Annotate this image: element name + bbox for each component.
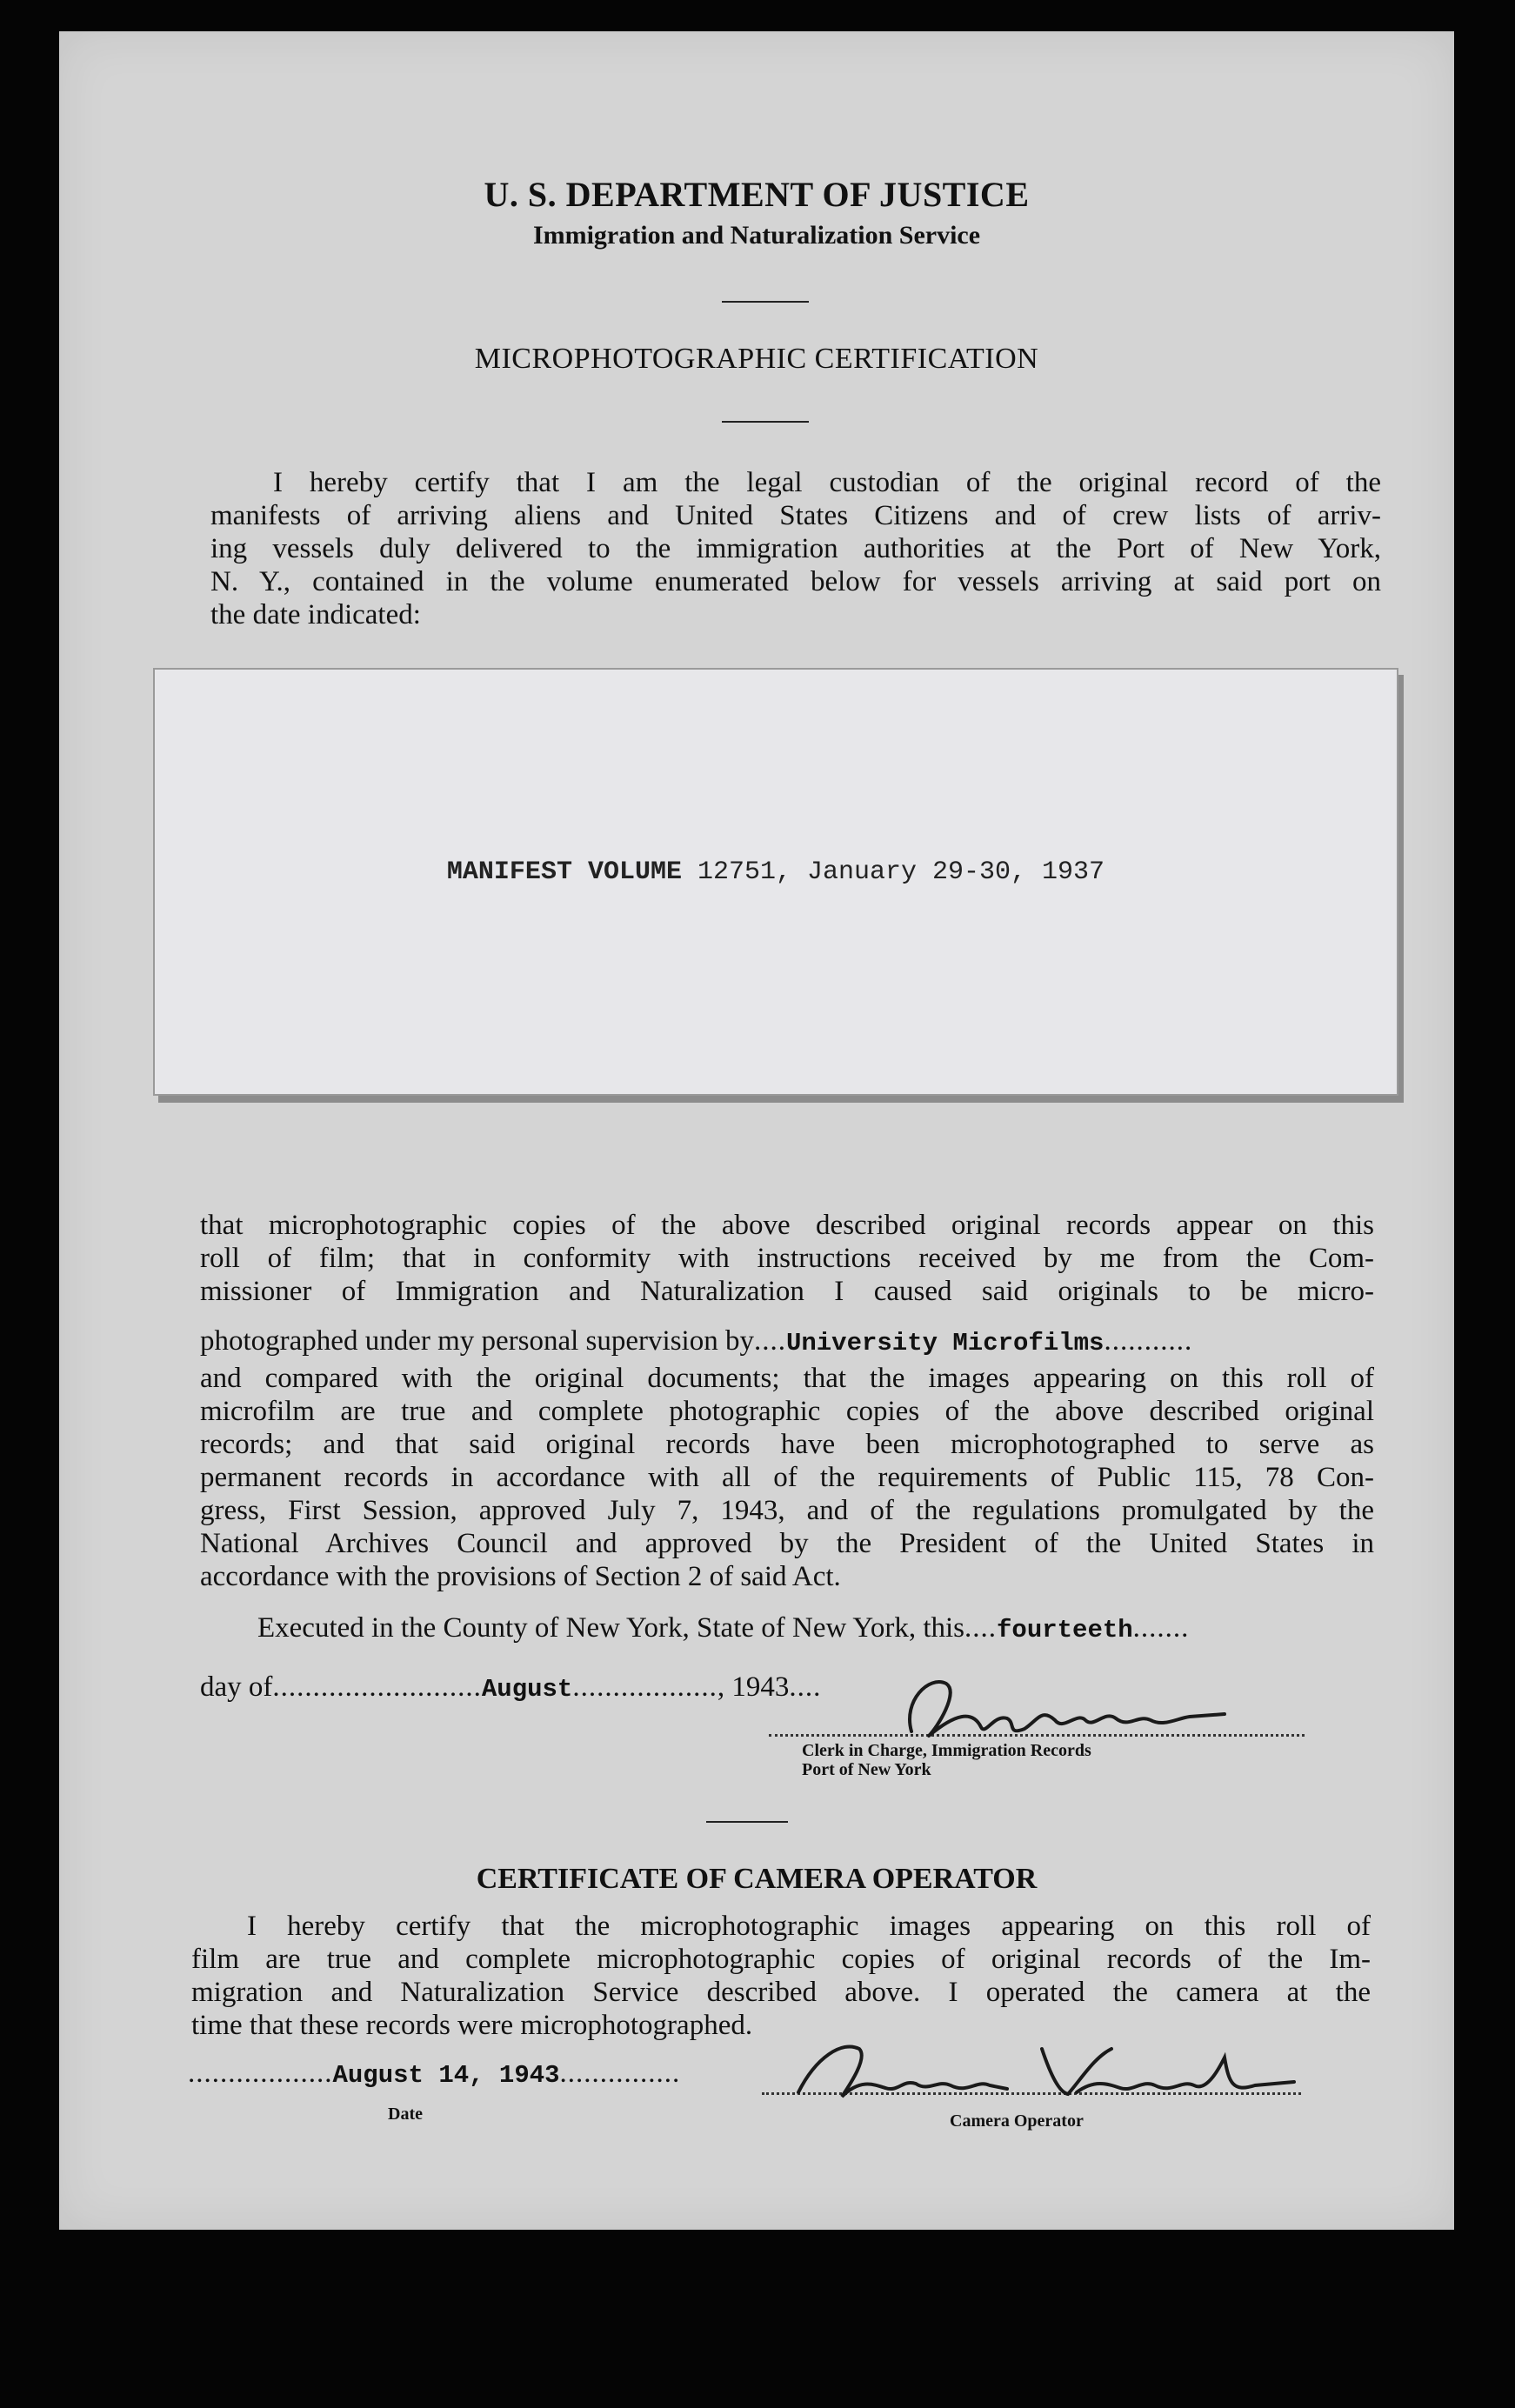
intro-line: N. Y., contained in the volume enumerated below for vessels arriving at said port on: [210, 566, 1381, 597]
body-line: records; and that said original records have been microphotographed to serve as: [200, 1429, 1374, 1460]
execution-day-value: fourteeth: [997, 1616, 1133, 1644]
manifest-volume-box: [153, 668, 1398, 1096]
body-line: microfilm are true and complete photographic copies of the above described original: [200, 1396, 1374, 1427]
body-line: accordance with the provisions of Section 2 of said Act.: [200, 1561, 841, 1592]
body-line: permanent records in accordance with all of the requirements of Public 115, 78 Con-: [200, 1462, 1374, 1493]
supervision-fill-line: [200, 1325, 1192, 1357]
camera-line: migration and Naturalization Service described above. I operated the camera at the: [191, 1977, 1371, 2008]
intro-line: manifests of arriving aliens and United States Citizens and of crew lists of arriv-: [210, 500, 1381, 531]
execution-dots-leading: ....: [964, 1612, 998, 1644]
header-divider-top: [722, 301, 809, 303]
month-dots-trailing: ..................: [572, 1671, 717, 1703]
intro-line: ing vessels duly delivered to the immigration authorities at the Port of New York,: [210, 533, 1381, 564]
body-line: that microphotographic copies of the above described original records appear on this: [200, 1210, 1374, 1241]
date-dots-leading: ..................: [188, 2058, 333, 2089]
section-divider: [706, 1821, 788, 1823]
clerk-signature: [877, 1666, 1242, 1753]
manifest-volume-details: 12751, January 29-30, 1937: [697, 857, 1105, 887]
execution-prefix: Executed in the County of New York, State of New York, this: [257, 1612, 965, 1644]
manifest-volume-label: MANIFEST VOLUME: [446, 857, 682, 887]
date-label: Date: [388, 2104, 423, 2124]
clerk-title-line2: Port of New York: [802, 1760, 931, 1779]
body-line: and compared with the original documents; that the images appearing on this roll of: [200, 1363, 1374, 1394]
supervision-fill-value: University Microfilms: [785, 1329, 1105, 1357]
day-of-label: day of: [200, 1671, 273, 1703]
camera-line: time that these records were microphotographed.: [191, 2010, 753, 2041]
body-line: National Archives Council and approved by the President of the United States in: [200, 1528, 1374, 1559]
certificate-sheet: [59, 31, 1454, 2230]
supervision-dots-trailing: ...........: [1104, 1325, 1193, 1357]
document-title: MICROPHOTOGRAPHIC CERTIFICATION: [474, 343, 1039, 375]
operator-signature: [781, 2031, 1303, 2110]
camera-line: I hereby certify that the microphotographic images appearing on this roll of: [247, 1911, 1371, 1942]
department-heading: U. S. DEPARTMENT OF JUSTICE: [484, 175, 1030, 214]
clerk-title-line1: Clerk in Charge, Immigration Records: [802, 1741, 1091, 1760]
service-subheading: Immigration and Naturalization Service: [532, 221, 981, 250]
camera-date-value: August 14, 1943: [332, 2061, 560, 2090]
body-paragraph-continued: [200, 1362, 1374, 1593]
year-prefix: , 194: [717, 1671, 775, 1703]
manifest-volume-text: [155, 857, 1397, 887]
month-dots-leading: ..........................: [272, 1671, 482, 1703]
clerk-title: [802, 1741, 1091, 1779]
body-line: roll of film; that in conformity with instructions received by me from the Com-: [200, 1243, 1374, 1274]
intro-paragraph: [210, 466, 1381, 631]
execution-dots-trailing: .......: [1132, 1612, 1190, 1644]
supervision-dots-leading: ....: [753, 1325, 786, 1357]
body-paragraph: [200, 1209, 1374, 1308]
execution-date-line: [200, 1671, 821, 1704]
intro-line: the date indicated:: [210, 599, 421, 630]
body-line: gress, First Session, approved July 7, 1943, and of the regulations promulgated by the: [200, 1495, 1374, 1526]
year-dots: ....: [789, 1671, 822, 1703]
camera-section-title: CERTIFICATE OF CAMERA OPERATOR: [476, 1863, 1038, 1895]
execution-month-value: August: [481, 1675, 573, 1704]
execution-line: [257, 1612, 1189, 1644]
camera-line: film are true and complete microphotographic copies of original records of the Im-: [191, 1944, 1371, 1975]
camera-paragraph: [191, 1910, 1371, 2042]
date-dots-trailing: ...............: [559, 2058, 681, 2089]
body-line: missioner of Immigration and Naturalization I caused said originals to be micro-: [200, 1276, 1374, 1307]
header-divider-bottom: [722, 421, 809, 423]
year-digit: 3: [774, 1671, 790, 1703]
intro-line: I hereby certify that I am the legal custodian of the original record of the: [273, 467, 1381, 498]
camera-date-fill: [188, 2058, 680, 2090]
supervision-prefix: photographed under my personal supervision by: [200, 1325, 754, 1357]
camera-operator-label: Camera Operator: [950, 2111, 1084, 2131]
